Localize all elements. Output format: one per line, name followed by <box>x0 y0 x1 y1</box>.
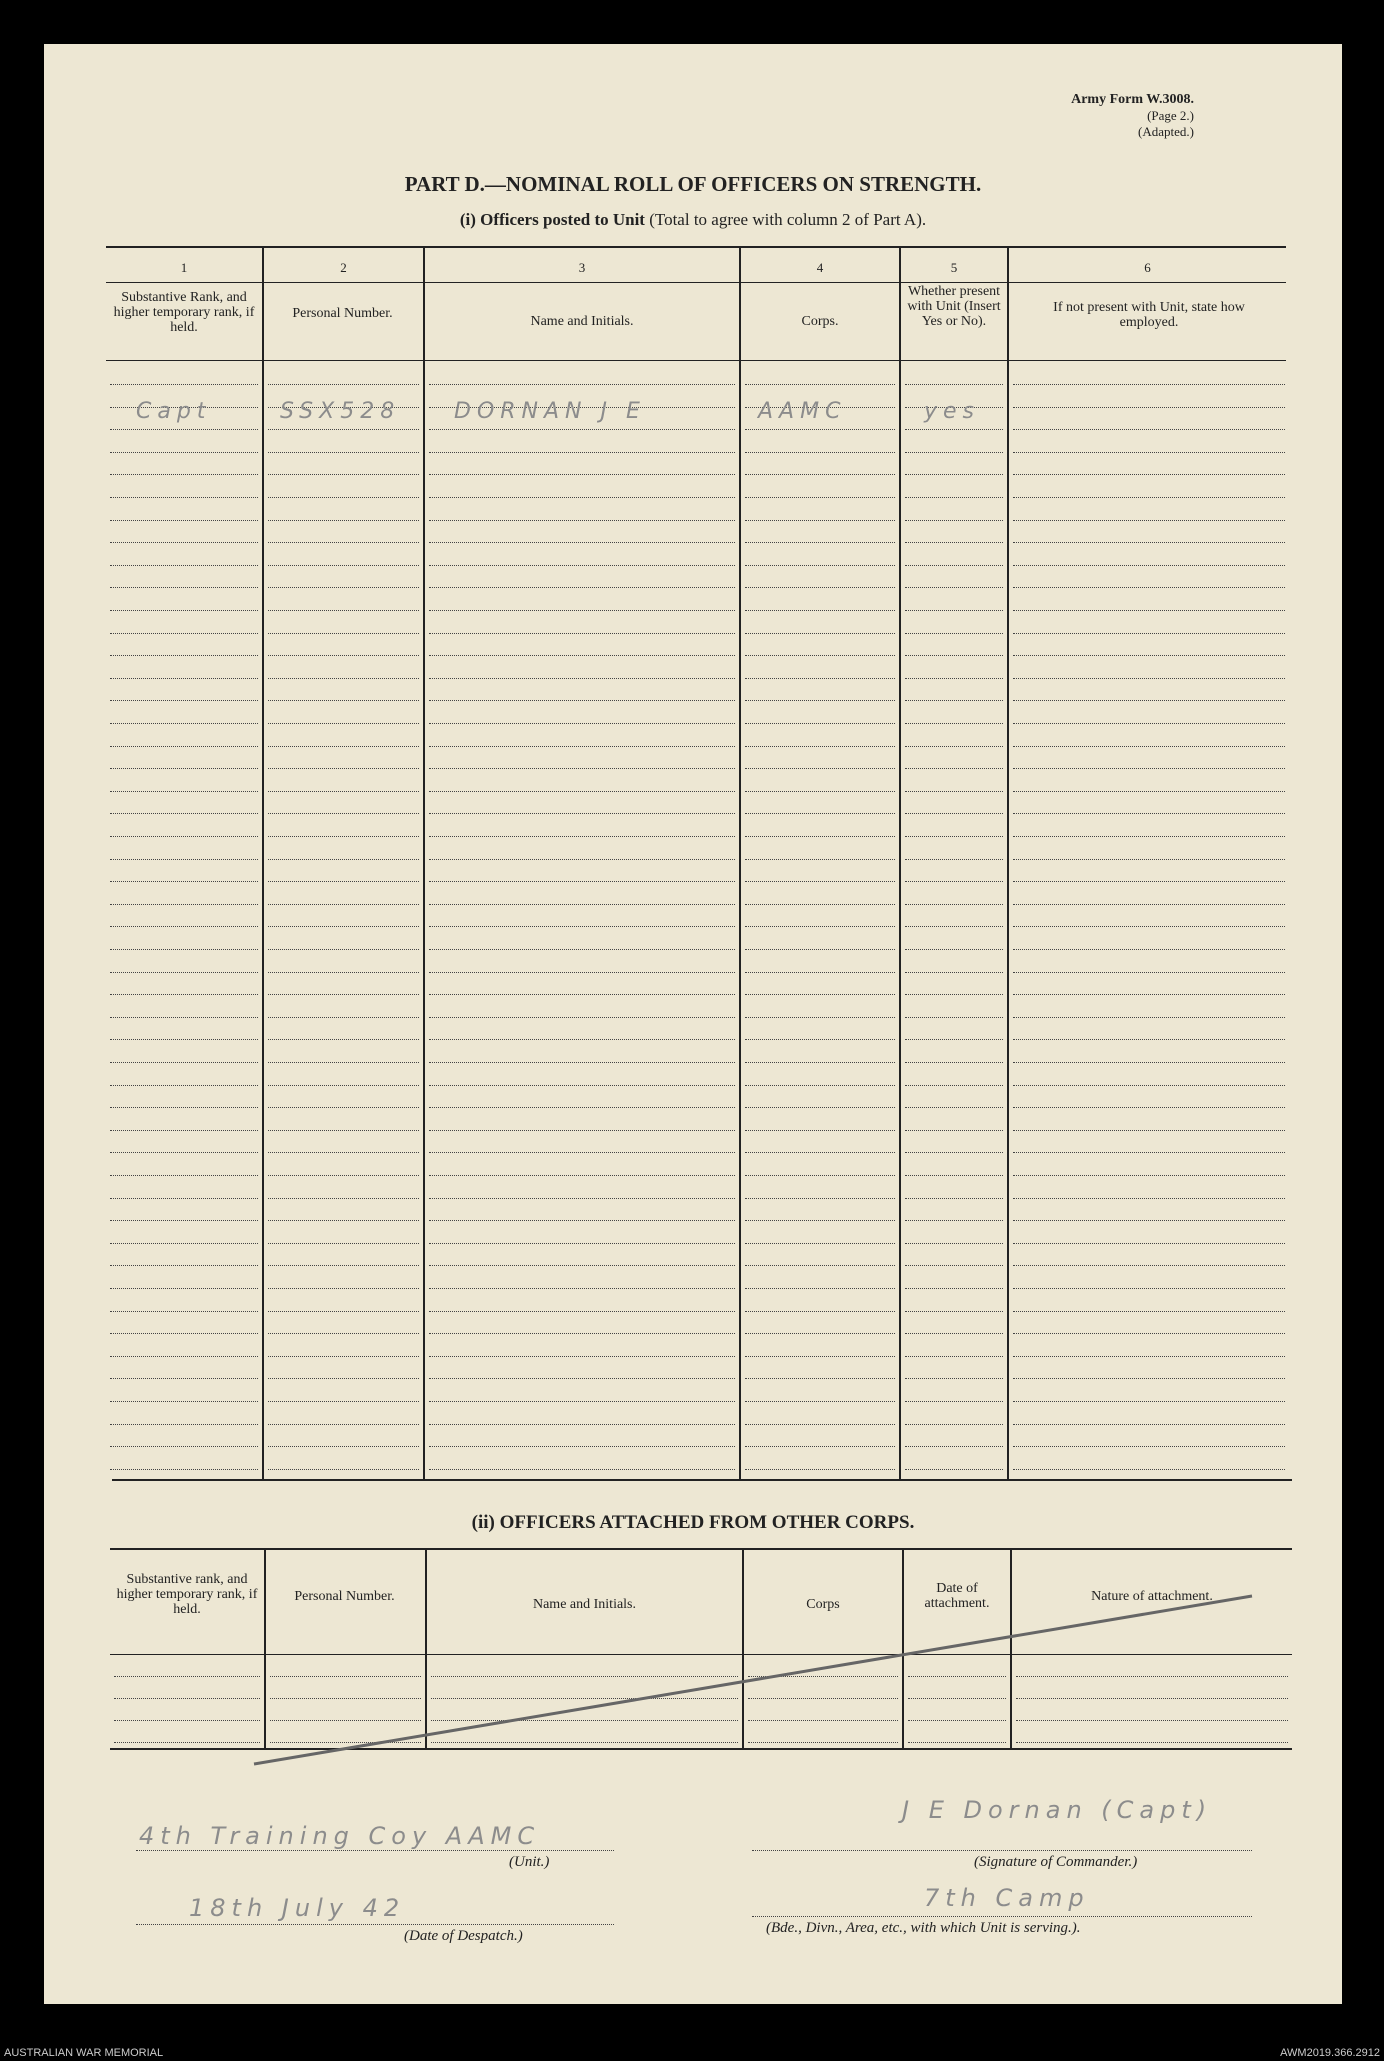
form-number: Army Form W.3008. <box>1071 92 1194 107</box>
subtitle-bold: (i) Officers posted to Unit <box>459 210 645 229</box>
unit-value: 4th Training Coy AAMC <box>139 1822 541 1850</box>
header2-nature-attachment: Nature of attachment. <box>1091 1589 1213 1604</box>
col-number: 2 <box>340 260 347 275</box>
entry-corps: AAMC <box>758 399 847 424</box>
header-rank: Substantive Rank, and higher temporary rank, if held. <box>113 290 255 335</box>
entry-present: yes <box>924 399 981 424</box>
page-title: PART D.—NOMINAL ROLL OF OFFICERS ON STRENGTH. <box>404 172 982 196</box>
header-present: Whether present with Unit (Insert Yes or No). <box>907 284 1001 329</box>
unit-line <box>136 1850 614 1851</box>
entry-rank: Capt <box>136 399 212 424</box>
header-name: Name and Initials. <box>530 314 634 329</box>
header-personal-number: Personal Number. <box>292 306 393 321</box>
bde-line <box>752 1916 1252 1917</box>
col-number: 6 <box>1144 260 1151 275</box>
date-line <box>136 1924 614 1925</box>
date-value: 18th July 42 <box>189 1894 406 1922</box>
date-label: (Date of Despatch.) <box>404 1928 523 1944</box>
pencil-strike <box>254 1596 1252 1764</box>
signature-value: J E Dornan (Capt) <box>902 1796 1213 1824</box>
signature-label: (Signature of Commander.) <box>974 1854 1138 1870</box>
unit-label: (Unit.) <box>509 1854 550 1870</box>
subtitle-rest: (Total to agree with column 2 of Part A). <box>649 210 927 229</box>
header2-corps: Corps <box>806 1597 840 1612</box>
signature-line <box>752 1850 1252 1851</box>
strike-through-line <box>44 44 1342 2004</box>
entry-name: DORNAN J E <box>454 399 646 424</box>
header-corps: Corps. <box>801 314 839 329</box>
header2-personal-number: Personal Number. <box>294 1589 395 1604</box>
caption-left: AUSTRALIAN WAR MEMORIAL <box>4 2047 164 2059</box>
col-number: 1 <box>180 260 188 275</box>
header2-date-attachment: Date of attachment. <box>924 1581 990 1611</box>
bde-label: (Bde., Divn., Area, etc., with which Unit is serving.). <box>766 1920 1081 1936</box>
form-page-number: (Page 2.) <box>1147 108 1194 123</box>
entry-personal-number: SSX528 <box>280 399 401 424</box>
form-adapted: (Adapted.) <box>1138 124 1194 139</box>
form-page <box>44 44 1342 2004</box>
header2-rank: Substantive rank, and higher temporary rank, if held. <box>116 1572 258 1617</box>
col-number: 3 <box>578 260 586 275</box>
header2-name: Name and Initials. <box>532 1597 637 1612</box>
section-title-attached: (ii) OFFICERS ATTACHED FROM OTHER CORPS. <box>471 1512 915 1533</box>
col-number: 5 <box>950 260 958 275</box>
caption-right: AWM2019.366.2912 <box>1280 2047 1380 2059</box>
header-employment: If not present with Unit, state how employed. <box>1053 300 1245 330</box>
bde-value: 7th Camp <box>924 1884 1090 1912</box>
col-number: 4 <box>816 260 824 275</box>
